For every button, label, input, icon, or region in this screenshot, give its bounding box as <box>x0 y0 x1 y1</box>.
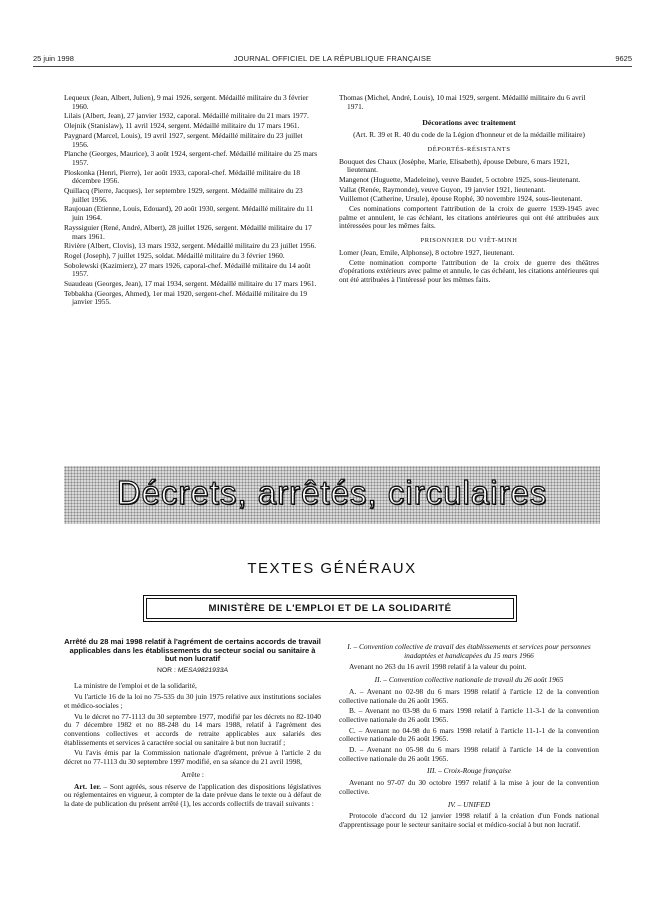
accord-heading: I. – Convention collective de travail des établissements et services pour personnes inadaptées et handicapées du 15 mars 1966 <box>347 642 591 660</box>
list-item: Vuillemot (Catherine, Ursule), épouse Rophé, 30 novembre 1924, sous-lieutenant. <box>339 194 583 204</box>
list-item: Lilais (Albert, Jean), 27 janvier 1932, caporal. Médaillé militaire du 21 mars 1977. <box>64 111 309 121</box>
arrete-column <box>64 638 321 811</box>
header-date: 25 juin 1998 <box>33 54 74 63</box>
accord-heading: IV. – UNIFED <box>447 799 491 809</box>
arrete-paragraph: La ministre de l'emploi et de la solidarité, <box>74 681 197 691</box>
accord-heading: III. – Croix-Rouge française <box>427 766 511 776</box>
decorations-articles: (Art. R. 39 et R. 40 du code de la Légion d'honneur et de la médaille militaire) <box>353 130 585 140</box>
section-banner <box>64 466 600 524</box>
list-item: Paygnard (Marcel, Louis), 19 avril 1927, sergent. Médaillé militaire du 23 juillet 1956. <box>64 130 303 149</box>
deportes-subheading: DÉPORTÉS-RÉSISTANTS <box>427 145 511 153</box>
accord-item: Avenant no 97-07 du 30 octobre 1997 relatif à la mise à jour de la convention collective. <box>339 778 599 796</box>
accords-column <box>339 643 599 832</box>
list-item: Bouquet des Chaux (Josèphe, Marie, Elisabeth), épouse Debure, 6 mars 1921, lieutenant. <box>339 156 570 175</box>
header-title: JOURNAL OFFICIEL DE LA RÉPUBLIQUE FRANÇAISE <box>233 54 432 63</box>
prisonnier-note: Cette nomination comporte l'attribution de la croix de guerre des théâtres d'opérations extérieurs avec palme et annule, le cas échéant, les citations antérieures qui ont été attribuées à l'intéressé pour les mêmes faits. <box>339 257 599 284</box>
accord-item: Protocole d'accord du 12 janvier 1998 relatif à la création d'un Fonds national d'apprentissage pour le secteur sanitaire social et médico-social à but non lucratif. <box>339 811 599 829</box>
arrete-paragraph: Vu l'avis émis par la Commission nationale d'agrément, prévue à l'article 2 du décret no 77-1113 du 30 septembre 1997 modifié, en sa séance du 21 avril 1998, <box>64 748 321 767</box>
article-1-text: – Sont agréés, sous réserve de l'application des dispositions législatives ou réglementaires en vigueur, à compter de la date prévue dans le texte ou à défaut de la date de publication du présent arrêté (1), les accords collectifs de travail suivants : <box>64 781 321 808</box>
list-item: Sobolewski (Kazimierz), 27 mars 1926, caporal-chef. Médaillé militaire du 14 août 1957. <box>64 260 311 279</box>
banner-title: Décrets, arrêtés, circulaires <box>116 474 548 511</box>
nor-label: NOR : <box>156 666 176 674</box>
list-item: Vallat (Renée, Raymonde), veuve Guyon, 19 janvier 1921, lieutenant. <box>339 184 546 194</box>
deportes-note: Ces nominations comportent l'attribution de la croix de guerre 1939-1945 avec palme et annulent, le cas échéant, les citations antérieures qui ont été attribuées aux intéressées pour les mêmes faits. <box>339 204 599 231</box>
arrete-paragraph: Vu l'article 16 de la loi no 75-535 du 30 juin 1975 relative aux institutions sociales et médico-sociales ; <box>64 692 321 710</box>
list-item: Thomas (Michel, André, Louis), 10 mai 1929, sergent. Médaillé militaire du 6 avril 1971. <box>339 93 586 111</box>
list-item: Ploskonka (Henri, Pierre), 1er août 1933, caporal-chef. Médaillé militaire du 18 décembre 1956. <box>64 167 301 186</box>
decorations-heading: Décorations avec traitement <box>422 118 516 128</box>
ministry-box: MINISTÈRE DE L'EMPLOI ET DE LA SOLIDARITÉ <box>146 598 514 619</box>
list-item: Lequeux (Jean, Albert, Julien), 9 mai 1926, sergent. Médaillé militaire du 3 février 1960. <box>64 93 309 111</box>
article-1 <box>64 783 321 809</box>
arrete-title: Arrêté du 28 mai 1998 relatif à l'agrément de certains accords de travail applicables dans les établissements du secteur social ou sanitaire à but non lucratif <box>64 637 321 664</box>
list-item: Mangenot (Huguette, Madeleine), veuve Baudet, 5 octobre 1925, sous-lieutenant. <box>339 174 581 184</box>
accord-heading: II. – Convention collective nationale de travail du 26 août 1965 <box>374 675 564 685</box>
list-item: Rogel (Joseph), 7 juillet 1925, soldat. Médaillé militaire du 3 février 1960. <box>64 250 285 260</box>
page-header <box>33 54 632 66</box>
list-item: Quillacq (Pierre, Jacques), 1er septembre 1929, sergent. Médaillé militaire du 23 juillet 1956. <box>64 186 303 204</box>
accord-item: B. – Avenant no 03-98 du 6 mars 1998 relatif à l'article 11-3-1 de la convention collective nationale du 26 août 1965. <box>339 706 599 724</box>
accord-item: D. – Avenant no 05-98 du 6 mars 1998 relatif à l'article 14 de la convention collective nationale du 26 août 1965. <box>339 745 599 763</box>
left-column-entries <box>64 94 321 308</box>
article-1-label: Art. 1er. <box>74 781 101 791</box>
section-title: TEXTES GÉNÉRAUX <box>247 560 417 577</box>
list-item: Tebbakha (Georges, Ahmed), 1er mai 1920, sergent-chef. Médaillé militaire du 19 janvier 1955. <box>64 288 308 307</box>
accord-item: C. – Avenant no 04-98 du 6 mars 1998 relatif à l'article 11-1-1 de la convention collective nationale du 26 août 1965. <box>339 725 599 744</box>
header-rule <box>33 66 632 67</box>
prisonnier-subheading: PRISONNIER DU VIÊT-MINH <box>420 237 518 245</box>
nor-value: MESA9821933A <box>177 666 229 674</box>
list-item: Suaudeau (Georges, Jean), 17 mai 1934, sergent. Médaillé militaire du 17 mars 1961. <box>64 279 317 289</box>
accord-item: A. – Avenant no 02-98 du 6 mars 1998 relatif à l'article 12 de la convention collective nationale du 26 août 1965. <box>339 686 599 705</box>
list-item: Rayssiguier (René, André, Albert), 28 juillet 1926, sergent. Médaillé militaire du 17 mars 1961. <box>64 222 312 241</box>
list-item: Planche (Georges, Maurice), 3 août 1924, sergent-chef. Médaillé militaire du 25 mars 1957. <box>64 149 318 167</box>
list-item: Rivière (Albert, Clovis), 13 mars 1932, sergent. Médaillé militaire du 23 juillet 1956. <box>64 241 317 251</box>
nor-reference <box>64 667 321 676</box>
arrete-paragraph: Vu le décret no 77-1113 du 30 septembre 1977, modifié par les décrets no 82-1040 du 7 décembre 1982 et no 88-248 du 14 mars 1988, relatif à l'agrément des conventions collectives et accords de retraite applicables aux salariés des établissements et services à caractère social ou sanitaire à but non lucratif ; <box>64 711 321 747</box>
right-column-decorations <box>339 94 599 287</box>
header-page-number: 9625 <box>615 54 632 63</box>
accord-item: Avenant no 263 du 16 avril 1998 relatif à la valeur du point. <box>349 662 527 672</box>
list-item: Raujouan (Etienne, Louis, Edouard), 20 août 1930, sergent. Médaillé militaire du 11 juin 1964. <box>64 204 314 223</box>
list-item: Lomer (Jean, Emile, Alphonse), 8 octobre 1927, lieutenant. <box>339 247 515 257</box>
arrete-label: Arrête : <box>181 769 204 779</box>
list-item: Olejnik (Stanislaw), 11 avril 1924, sergent. Médaillé militaire du 17 mars 1961. <box>64 121 300 131</box>
